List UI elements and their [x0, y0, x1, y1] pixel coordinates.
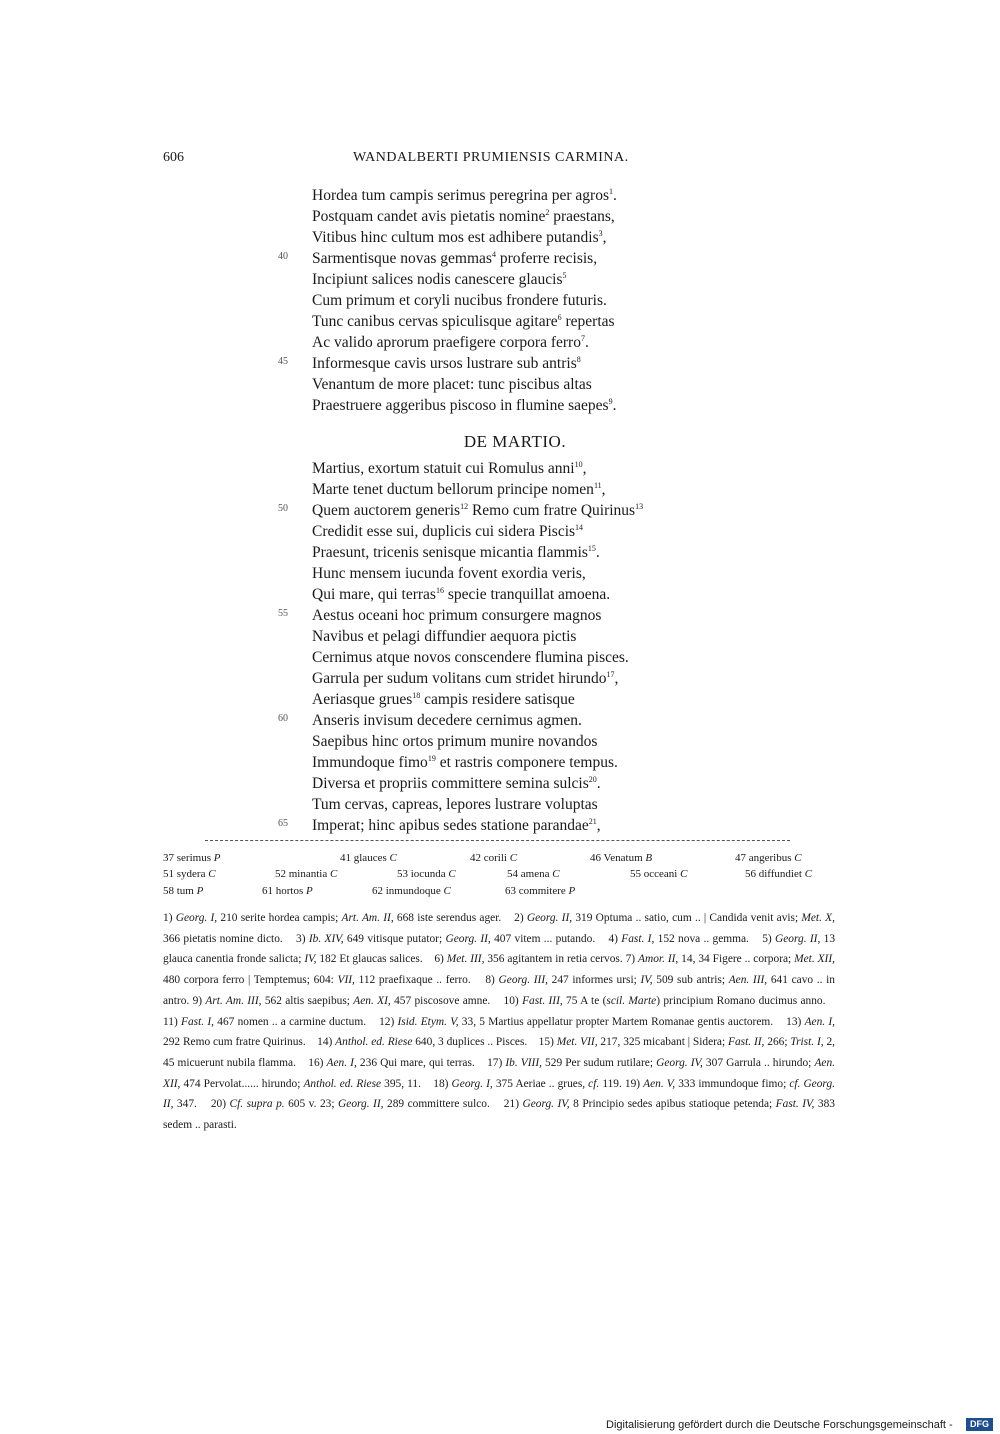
- verse-line: Navibus et pelagi diffundier aequora pictis: [312, 628, 577, 645]
- footnote-ref: 10: [574, 459, 583, 469]
- verse-line: Ac valido aprorum praefigere corpora ferro$^7$.: [312, 333, 589, 351]
- verse-line: Marte tenet ductum bellorum principe nomen$^{11}$,: [312, 480, 606, 498]
- variant-reading: 53 iocunda C: [397, 868, 456, 880]
- footnote-ref: 9: [608, 396, 613, 406]
- footnote-ref: 15: [587, 543, 596, 553]
- footnote-ref: 6: [557, 312, 562, 322]
- variant-reading: 52 minantia C: [275, 868, 338, 880]
- verse-line: Venantum de more placet: tunc piscibus altas: [312, 376, 592, 393]
- footnote-ref: 12: [460, 501, 469, 511]
- footnote-ref: 3: [598, 228, 603, 238]
- variant-reading: 46 Venatum B: [590, 852, 653, 864]
- variant-reading: 55 occeani C: [630, 868, 688, 880]
- verse-line: Postquam candet avis pietatis nomine$^2$ praestans,: [312, 207, 615, 225]
- section-heading: DE MARTIO.: [463, 432, 567, 451]
- verse-line: Incipiunt salices nodis canescere glaucis$^5$: [312, 270, 567, 288]
- page-number: 606: [163, 150, 184, 165]
- footnote-ref: 20: [588, 774, 597, 784]
- verse-line: Informesque cavis ursos lustrare sub antris$^8$: [312, 354, 581, 372]
- digitization-credit: Digitalisierung gefördert durch die Deutsche Forschungsgemeinschaft -: [606, 1419, 953, 1431]
- variant-reading: 61 hortos P: [262, 885, 313, 897]
- verse-line: Qui mare, qui terras$^{16}$ specie tranquillat amoena.: [312, 585, 611, 603]
- footnote-ref: 7: [580, 333, 585, 343]
- line-number: 50: [278, 503, 288, 514]
- verse-line: Hunc mensem iucunda fovent exordia veris,: [312, 565, 586, 582]
- verse-line: Diversa et propriis committere semina sulcis$^{20}$.: [312, 774, 601, 792]
- verse-line: Tunc canibus cervas spiculisque agitare$^6$ repertas: [312, 312, 615, 330]
- variant-reading: 37 serimus P: [163, 852, 221, 864]
- footnote-ref: 17: [606, 669, 615, 679]
- verse-line: Tum cervas, capreas, lepores lustrare voluptas: [312, 796, 598, 813]
- variant-reading: 47 angeribus C: [735, 852, 802, 864]
- verse-line: Anseris invisum decedere cernimus agmen.: [312, 712, 582, 729]
- verse-line: Aeriasque grues$^{18}$ campis residere satisque: [312, 690, 575, 708]
- footnote-ref: 8: [576, 354, 581, 364]
- variant-reading: 54 amena C: [507, 868, 560, 880]
- line-number: 65: [278, 818, 288, 829]
- verse-line: Credidit esse sui, duplicis cui sidera Piscis$^{14}$: [312, 522, 584, 540]
- footnote-ref: 5: [562, 270, 567, 280]
- running-header: [163, 150, 813, 170]
- verse-line: Cernimus atque novos conscendere flumina pisces.: [312, 649, 629, 666]
- footnote-ref: 11: [593, 480, 602, 490]
- footnote-ref: 16: [435, 585, 444, 595]
- verse-line: Praesunt, tricenis senisque micantia flammis$^{15}$.: [312, 543, 600, 561]
- variant-reading: 58 tum P: [163, 885, 204, 897]
- variant-reading: 63 commitere P: [505, 885, 576, 897]
- variant-reading: 42 corili C: [470, 852, 518, 864]
- footnote-ref: 21: [588, 816, 597, 826]
- verse-line: Immundoque fimo$^{19}$ et rastris componere tempus.: [312, 753, 618, 771]
- variant-reading: 41 glauces C: [340, 852, 397, 864]
- variant-reading: 51 sydera C: [163, 868, 216, 880]
- verse-line: Sarmentisque novas gemmas$^4$ proferre recisis,: [312, 249, 598, 267]
- verse-line: Imperat; hinc apibus sedes statione parandae$^{21}$,: [312, 816, 601, 834]
- footnote-ref: 1: [608, 186, 613, 196]
- variant-reading: 56 diffundiet C: [745, 868, 813, 880]
- verse-line: Cum primum et coryli nucibus frondere futuris.: [312, 292, 607, 309]
- footnote-ref: 19: [427, 753, 436, 763]
- verse-line: Hordea tum campis serimus peregrina per agros$^1$.: [312, 186, 617, 204]
- footnote-ref: 4: [491, 249, 496, 259]
- footnote-ref: 18: [412, 690, 421, 700]
- verse-line: Praestruere aggeribus piscoso in flumine saepes$^9$.: [312, 396, 617, 414]
- line-number: 55: [278, 608, 288, 619]
- line-number: 60: [278, 713, 288, 724]
- verse-line: Vitibus hinc cultum mos est adhibere putandis$^3$,: [312, 228, 607, 246]
- variant-reading: 62 inmundoque C: [372, 885, 451, 897]
- verse-line: Martius, exortum statuit cui Romulus anni$^{10}$,: [312, 459, 587, 477]
- footnote-divider: [205, 840, 790, 841]
- verse-line: Saepibus hinc ortos primum munire novandos: [312, 733, 598, 750]
- line-number: 40: [278, 251, 288, 262]
- source-notes: 1) Georg. I, 210 serite hordea campis; Art. Am. II, 668 iste serendus ager. 2) Georg. II, 319 Optuma .. satio, cum .. | Candida venit avis; Met. X, 366 pietatis nomine dicto. 3) Ib. XIV, 649 vitisque putator; Georg. II, 407 vitem ... putando. 4) Fast. I, 152 nova .. gemma. 5) Georg. II, 13 glauca canentia fronde salicta; IV, 182 Et glaucas salices. 6) Met. III, 356 agitantem in retia cervos. 7) Amor. II, 14, 34 Figere .. corpora; Met. XII, 480 corpora ferro | Temptemus; 604: VII, 112 praefixaque .. ferro. 8) Georg. III, 247 informes ursi; IV, 509 sub antris; Aen. III, 641 cavo .. in antro. 9) Art. Am. III, 562 altis saepibus; Aen. XI, 457 piscosove amne. 10) Fast. III, 75 A te (scil. Marte) principium Romano ducimus anno. 11) Fast. I, 467 nomen .. a carmine ductum. 12) Isid. Etym. V, 33, 5 Martius appellatur propter Martem Romanae gentis auctorem. 13) Aen. I, 292 Remo cum fratre Quirinus. 14) Anthol. ed. Riese 640, 3 duplices .. Pisces. 15) Met. VII, 217, 325 micabant | Sidera; Fast. II, 266; Trist. I, 2, 45 micuerunt nubila flamma. 16) Aen. I, 236 Qui mare, qui terras. 17) Ib. VIII, 529 Per sudum rutilare; Georg. IV, 307 Garrula .. hirundo; Aen. XII, 474 Pervolat...... hirundo; Anthol. ed. Riese 395, 11. 18) Georg. I, 375 Aeriae .. grues, cf. 119. 19) Aen. V, 333 immundoque fimo; cf. Georg. II, 347. 20) Cf. supra p. 605 v. 23; Georg. II, 289 committere sulco. 21) Georg. IV, 8 Principio sedes apibus statioque petenda; Fast. IV, 383 sedem .. parasti.: [163, 912, 836, 1132]
- verse-line: Garrula per sudum volitans cum stridet hirundo$^{17}$,: [312, 669, 619, 687]
- line-number: 45: [278, 356, 288, 367]
- footnote-ref: 13: [635, 501, 644, 511]
- verse-line: Aestus oceani hoc primum consurgere magnos: [312, 607, 602, 624]
- running-title: WANDALBERTI PRUMIENSIS CARMINA.: [353, 150, 629, 165]
- dfg-logo: DFG: [966, 1418, 993, 1431]
- footnote-ref: 14: [575, 522, 584, 532]
- footnote-ref: 2: [545, 207, 550, 217]
- verse-line: Quem auctorem generis$^{12}$ Remo cum fratre Quirinus$^{13}$: [312, 501, 644, 519]
